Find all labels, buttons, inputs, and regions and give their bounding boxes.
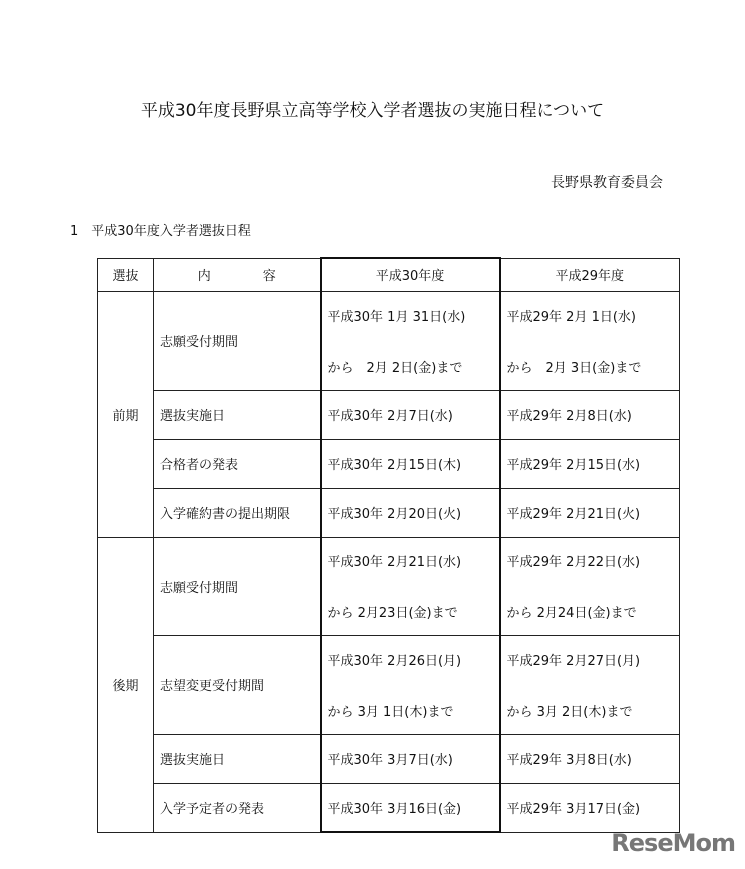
date-h30 bbox=[321, 734, 500, 783]
date-h30 bbox=[321, 783, 500, 832]
table-row bbox=[98, 488, 680, 537]
date-line: 平成29年 2月15日(水) bbox=[506, 458, 641, 473]
table-row bbox=[98, 783, 680, 832]
date-line: 平成29年 2月 1日(水) bbox=[506, 309, 636, 325]
date-line: 平成30年 3月7日(水) bbox=[327, 753, 453, 768]
schedule-table bbox=[97, 257, 680, 833]
phase-label: 後期 bbox=[98, 537, 154, 832]
date-line: から 2月24日(金)まで bbox=[506, 606, 637, 621]
table-row bbox=[98, 439, 680, 488]
date-line: 平成30年 2月15日(木) bbox=[327, 458, 462, 473]
table-header-row bbox=[98, 258, 680, 291]
date-line: から 2月23日(金)まで bbox=[327, 606, 458, 621]
header-h30: 平成30年度 bbox=[321, 258, 500, 291]
schedule-item: 入学予定者の発表 bbox=[154, 783, 321, 832]
schedule-item: 入学確約書の提出期限 bbox=[154, 488, 321, 537]
date-line: 平成30年 2月20日(火) bbox=[327, 507, 462, 522]
date-line: 平成30年 2月26日(月) bbox=[327, 653, 462, 669]
date-line: から 2月 2日(金)まで bbox=[327, 360, 463, 376]
schedule-item: 志願受付期間 bbox=[154, 537, 321, 635]
date-line: 平成30年 2月7日(水) bbox=[327, 409, 453, 424]
schedule-item: 志願受付期間 bbox=[154, 291, 321, 390]
header-h29: 平成29年度 bbox=[500, 258, 680, 291]
date-h30 bbox=[321, 537, 500, 635]
date-h30 bbox=[321, 488, 500, 537]
date-line: から 2月 3日(金)まで bbox=[506, 360, 642, 376]
date-line: から 3月 1日(木)まで bbox=[327, 704, 454, 720]
date-h29 bbox=[500, 488, 680, 537]
schedule-item: 合格者の発表 bbox=[154, 439, 321, 488]
date-h30 bbox=[321, 635, 500, 734]
date-line: 平成29年 2月27日(月) bbox=[506, 653, 641, 669]
header-content: 内 容 bbox=[154, 258, 321, 291]
date-line: 平成30年 2月21日(水) bbox=[327, 555, 462, 570]
date-line: から 3月 2日(木)まで bbox=[506, 704, 633, 720]
date-h29 bbox=[500, 734, 680, 783]
table-row bbox=[98, 635, 680, 734]
date-h29 bbox=[500, 783, 680, 832]
table-row bbox=[98, 390, 680, 439]
date-line: 平成29年 2月21日(火) bbox=[506, 507, 641, 522]
date-h29 bbox=[500, 390, 680, 439]
date-h29 bbox=[500, 537, 680, 635]
section-heading: 1 平成30年度入学者選抜日程 bbox=[70, 224, 251, 239]
date-h29 bbox=[500, 635, 680, 734]
table-row bbox=[98, 537, 680, 635]
date-line: 平成30年 1月 31日(水) bbox=[327, 309, 466, 325]
date-line: 平成29年 2月22日(水) bbox=[506, 555, 641, 570]
schedule-item: 選抜実施日 bbox=[154, 390, 321, 439]
schedule-item: 志望変更受付期間 bbox=[154, 635, 321, 734]
document-title: 平成30年度長野県立高等学校入学者選抜の実施日程について bbox=[140, 101, 605, 121]
date-line: 平成29年 3月8日(水) bbox=[506, 753, 632, 768]
date-h30 bbox=[321, 390, 500, 439]
date-h29 bbox=[500, 439, 680, 488]
resemom-logo: ReseMom bbox=[611, 829, 735, 857]
date-line: 平成30年 3月16日(金) bbox=[327, 801, 462, 817]
issuing-organization: 長野県教育委員会 bbox=[551, 175, 663, 191]
date-h30 bbox=[321, 291, 500, 390]
phase-label: 前期 bbox=[98, 291, 154, 537]
date-line: 平成29年 3月17日(金) bbox=[506, 802, 641, 817]
date-h30 bbox=[321, 439, 500, 488]
header-selection: 選抜 bbox=[98, 258, 154, 291]
schedule-item: 選抜実施日 bbox=[154, 734, 321, 783]
table-row bbox=[98, 291, 680, 390]
date-line: 平成29年 2月8日(水) bbox=[506, 409, 632, 424]
table-row bbox=[98, 734, 680, 783]
date-h29 bbox=[500, 291, 680, 390]
